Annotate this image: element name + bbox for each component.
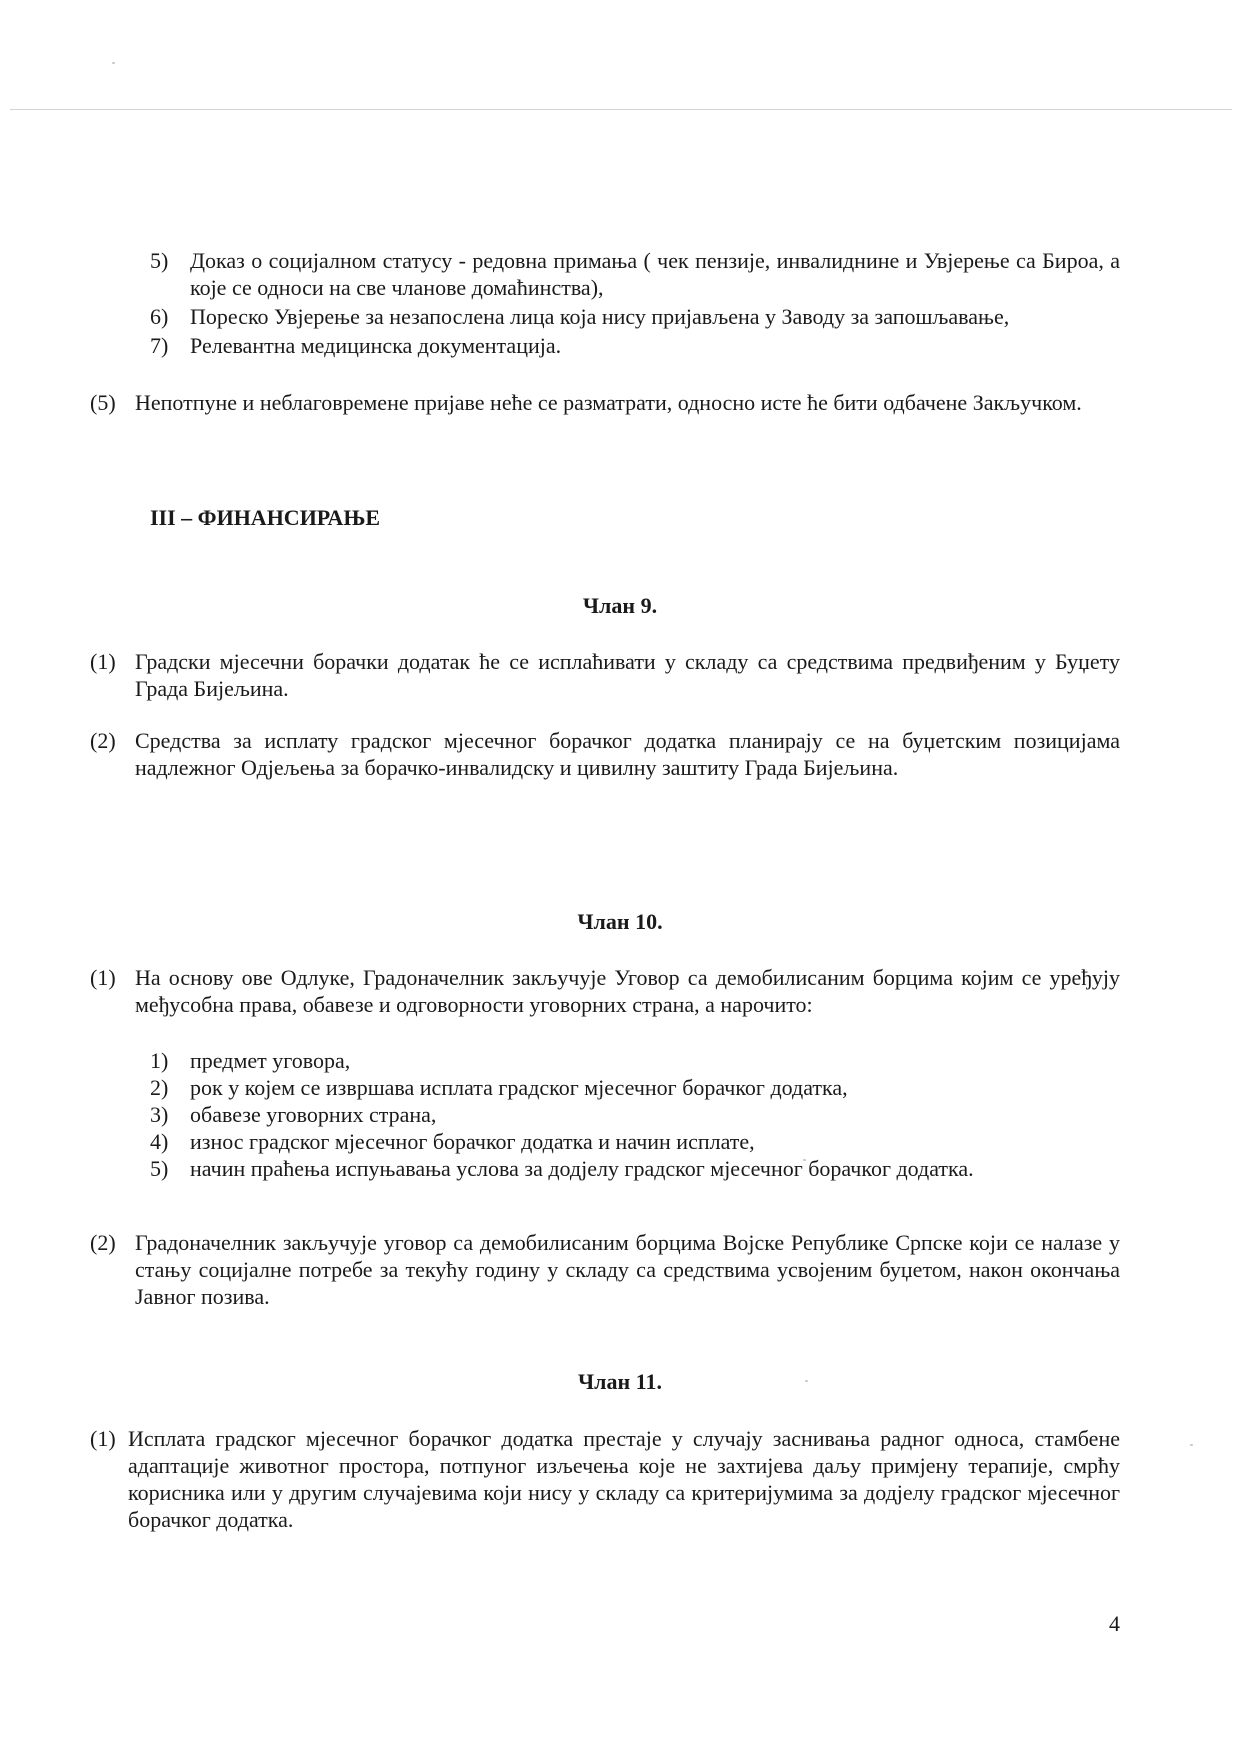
article-9-body <box>90 648 1120 781</box>
list-item <box>150 1155 1120 1182</box>
scan-speck <box>1190 1444 1193 1446</box>
list-item-text: обавезе уговорних страна, <box>190 1102 437 1127</box>
paragraph <box>90 389 1120 416</box>
paragraph <box>90 648 1120 702</box>
article-10-list <box>150 1047 1120 1182</box>
list-item-text: Пореско Увјерење за незапослена лица која нису пријављена у Заводу за запошљавање, <box>190 304 1010 329</box>
paragraph-text: Градоначелник закључује уговор са демобилисаним борцима Војске Републике Српске који се налазе у стању социјалне потребе за текућу годину у складу са средствима усвојеним буџетом, након окончања Јавног позива. <box>135 1230 1120 1309</box>
list-item <box>150 1074 1120 1101</box>
list-item-number: 7) <box>150 333 169 358</box>
paragraph-5 <box>90 389 1120 416</box>
list-item-text: начин праћења испуњавања услова за додјелу градског мјесечног борачког додатка. <box>190 1156 974 1181</box>
list-item <box>150 332 1120 359</box>
paragraph-number: (5) <box>90 390 116 415</box>
list-item-number: 6) <box>150 304 169 329</box>
article-11-paragraph-1 <box>90 1425 1120 1533</box>
list-item-number: 1) <box>150 1048 169 1073</box>
section-heading: III – ФИНАНСИРАЊЕ <box>150 505 381 530</box>
article-10-paragraph-2 <box>90 1229 1120 1310</box>
paragraph-text: На основу ове Одлуке, Градоначелник закључује Уговор са демобилисаним борцима којим се уређују међусобна права, обавезе и одговорности уговорних страна, а нарочито: <box>135 965 1120 1017</box>
article-11-title: Члан 11. <box>578 1369 662 1394</box>
list-item-text: Доказ о социјалном статусу - редовна примања ( чек пензије, инвалиднине и Увјерење са Бироа, а које се односи на све чланове домаћинства), <box>190 248 1120 300</box>
list-item-number: 2) <box>150 1075 169 1100</box>
list-item <box>150 1047 1120 1074</box>
paragraph-number: (2) <box>90 1230 116 1255</box>
scan-speck <box>112 62 115 64</box>
list-item-number: 5) <box>150 1156 169 1181</box>
paragraph-text: Непотпуне и неблаговремене пријаве неће се разматрати, односно исте ће бити одбачене Закључком. <box>135 390 1082 415</box>
list-item <box>150 303 1120 330</box>
list-item-text: Релевантна медицинска документација. <box>190 333 562 358</box>
paragraph-text: Исплата градског мјесечног борачког додатка престаје у случају заснивања радног односа, стамбене адаптације животног простора, потпуног изљечења које не захтијева даљу примјену терапије, смрћу корисника или у другим случајевима који нису у складу са критеријумима за додјелу градског мјесечног борачког додатка. <box>128 1426 1120 1532</box>
list-item-number: 5) <box>150 248 169 273</box>
paragraph-number: (2) <box>90 728 116 753</box>
paragraph-number: (1) <box>90 1426 116 1451</box>
list-item <box>150 247 1120 301</box>
article-9-title: Члан 9. <box>582 593 658 618</box>
list-item-number: 3) <box>150 1102 169 1127</box>
list-item-number: 4) <box>150 1129 169 1154</box>
page-number: 4 <box>1109 1611 1120 1636</box>
list-item-text: износ градског мјесечног борачког додатка и начин исплате, <box>190 1129 755 1154</box>
paragraph <box>90 1229 1120 1310</box>
article-10-title: Члан 10. <box>577 909 663 934</box>
paragraph-text: Градски мјесечни борачки додатак ће се исплаћивати у складу са средствима предвиђеним у Буџету Града Бијељина. <box>135 649 1120 701</box>
paragraph <box>90 964 1120 1018</box>
scan-edge-line <box>10 109 1232 110</box>
paragraph <box>90 1425 1120 1533</box>
list-item-text: рок у којем се извршава исплата градског мјесечног борачког додатка, <box>190 1075 848 1100</box>
list-item <box>150 1128 1120 1155</box>
list-item <box>150 1101 1120 1128</box>
paragraph <box>90 727 1120 781</box>
paragraph-text: Средства за исплату градског мјесечног борачког додатка планирају се на буџетским позицијама надлежног Одјељења за борачко-инвалидску и цивилну заштиту Града Бијељина. <box>135 728 1120 780</box>
paragraph-number: (1) <box>90 649 116 674</box>
list-item-text: предмет уговора, <box>190 1048 351 1073</box>
article-10-paragraph-1 <box>90 964 1120 1018</box>
paragraph-number: (1) <box>90 965 116 990</box>
top-list <box>150 247 1120 359</box>
